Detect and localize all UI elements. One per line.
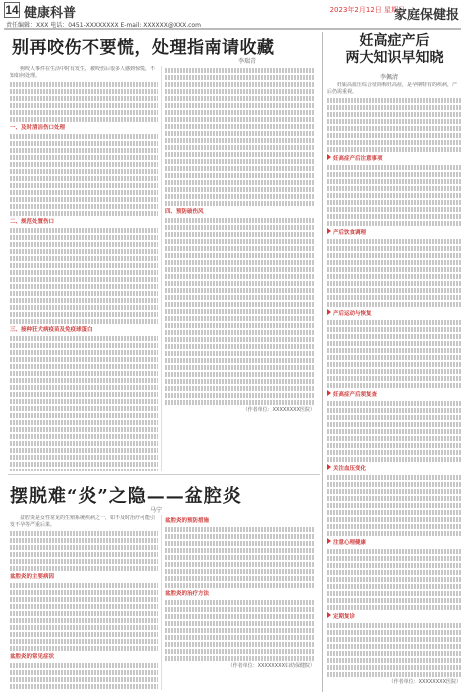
article2-col2 [165,515,315,690]
header-rule [4,28,461,30]
triangle-bullet-icon [327,612,331,618]
article3-subhead-5 [327,464,461,473]
article2-subhead-4: 盆腔炎的治疗方法 [165,591,210,597]
article3-author: 李佩清 [380,74,399,81]
article2-subhead-2: 盆腔炎的常见症状 [10,654,55,660]
triangle-bullet-icon [327,390,331,396]
article3-subhead-6-text: 注意心理健康 [333,540,367,546]
article2-title: 摆脱难“炎”之隐——盆腔炎 [10,486,242,507]
article2-author: 马宁 [150,507,163,514]
article1-subhead-4: 四、预防破伤风 [165,209,204,215]
article2-subhead-3: 盆腔炎的预防措施 [165,518,210,524]
newspaper-name: 家庭保健报 [393,8,459,23]
article2-lead: 盆腔炎是女性常见的生殖系统疾病之一，如不及时治疗可能引发不孕等严重后果。 [10,515,156,528]
article3-title-line2: 两大知识早知晓 [345,50,444,66]
triangle-bullet-icon [327,154,331,160]
article1-subhead-3: 三、接种狂犬病疫苗及免疫球蛋白 [10,327,93,333]
article1-author: 李瑞青 [238,58,257,65]
triangle-bullet-icon [327,538,331,544]
article3-title-line1: 妊高症产后 [359,33,430,49]
column-divider [161,66,162,471]
article3-body [327,82,461,690]
article3-subhead-2-text: 产后饮食调理 [333,230,367,236]
article3-subhead-4-text: 妊高症产后须复查 [333,392,378,398]
article3-lead: 妊娠高血压综合征简称妊高症，是孕期特有的疾病，产后仍需重视。 [327,82,458,95]
section-divider [8,474,320,475]
article3-subhead-7-text: 定期复诊 [333,614,356,620]
triangle-bullet-icon [327,309,331,315]
issue-date: 2023年2月12日 星期日 [329,6,405,14]
editor-line: 责任编辑：XXX 电话：0451-XXXXXXXX E-mail: XXXXXX@XXX.com [6,22,201,29]
article2-footer: （作者单位：XXXXXXXX妇幼保健院） [227,663,315,669]
article3-subhead-7 [327,612,461,621]
column-divider-2 [161,515,162,690]
article1-footer: （作者单位：XXXXXXXX医院） [242,407,315,413]
article1-col1 [10,66,158,471]
article3-subhead-4 [327,390,461,399]
section-title: 健康科普 [24,6,77,21]
article3-subhead-1-text: 妊高症产后注意事项 [333,156,383,162]
article3-subhead-6 [327,538,461,547]
article3-subhead-3 [327,309,461,318]
article3-subhead-3-text: 产后运动与恢复 [333,311,372,317]
article3-subhead-2 [327,228,461,237]
article1-title: 别再咬伤不要慌，处理指南请收藏 [12,38,275,58]
article3-subhead-1 [327,154,461,163]
triangle-bullet-icon [327,464,331,470]
article2-col1 [10,515,158,690]
article3-title [328,33,461,67]
article1-subhead-2: 二、规范处置伤口 [10,219,55,225]
triangle-bullet-icon [327,228,331,234]
article2-subhead-1: 盆腔炎的主要病因 [10,574,55,580]
article1-subhead-1: 一、及时清洁伤口处理 [10,125,66,131]
article3-footer: （作者单位：XXXXXXXX医院） [388,679,461,685]
page-column-divider [322,32,323,692]
article3-subhead-5-text: 关注血压变化 [333,466,367,472]
page-number: 14 [5,3,19,17]
article1-lead: 狗咬人事件在生活中时有发生，被咬伤后很多人感到惊慌，不知如何处理。 [10,66,156,79]
article1-col2 [165,66,315,471]
